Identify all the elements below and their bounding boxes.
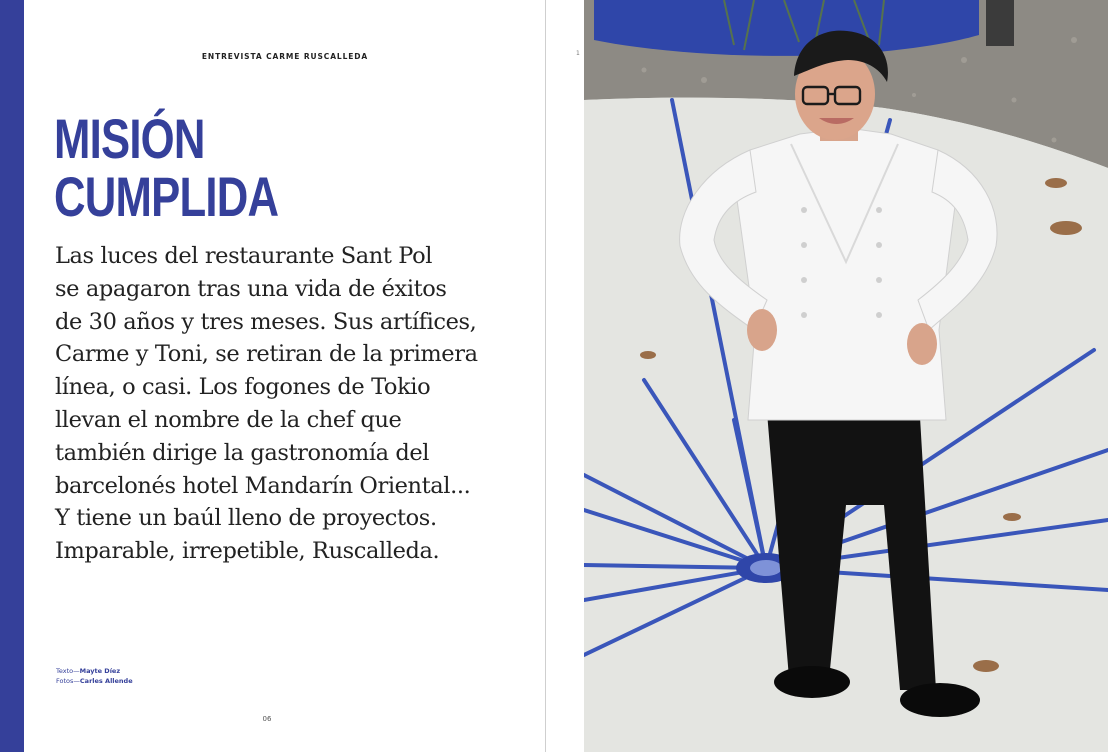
headline-line-1: MISIÓN (54, 107, 205, 170)
photo-credit-name: Carles Allende (79, 677, 133, 685)
lede-line: se apagaron tras una vida de éxitos (55, 275, 447, 302)
text-credit-name: Mayte Díez (79, 667, 121, 675)
chef-photo (584, 0, 1108, 752)
section-kicker: ENTREVISTA CARME RUSCALLEDA (201, 52, 369, 61)
headline-line-2: CUMPLIDA (54, 165, 279, 228)
lede-line: Las luces del restaurante Sant Pol (55, 243, 433, 269)
lede-line: Y tiene un baúl lleno de proyectos. (55, 505, 437, 532)
lede-line: barcelonés hotel Mandarín Oriental... (55, 472, 471, 499)
lede-line: Carme y Toni, se retiran de la primera (55, 341, 478, 368)
lede-line: Imparable, irrepetible, Ruscalleda. (55, 538, 440, 565)
gutter-line (545, 0, 546, 752)
photo-credit-role: Fotos— (56, 677, 80, 685)
text-credit-role: Texto— (56, 667, 80, 675)
chef-photo-illustration (584, 0, 1108, 752)
text-credit (56, 666, 133, 676)
accent-bar (0, 0, 24, 752)
lede-line: también dirige la gastronomía del (55, 439, 430, 466)
lede-line: línea, o casi. Los fogones de Tokio (55, 374, 431, 401)
lede-paragraph (55, 240, 525, 568)
lede-line: de 30 años y tres meses. Sus artífices, (55, 308, 477, 335)
credits (56, 666, 133, 686)
lede-line: llevan el nombre de la chef que (55, 406, 402, 433)
headline (54, 107, 279, 228)
left-page (0, 0, 546, 752)
photo-index: 1 (576, 50, 580, 57)
page-number: 06 (262, 715, 272, 723)
photo-credit (56, 676, 133, 686)
